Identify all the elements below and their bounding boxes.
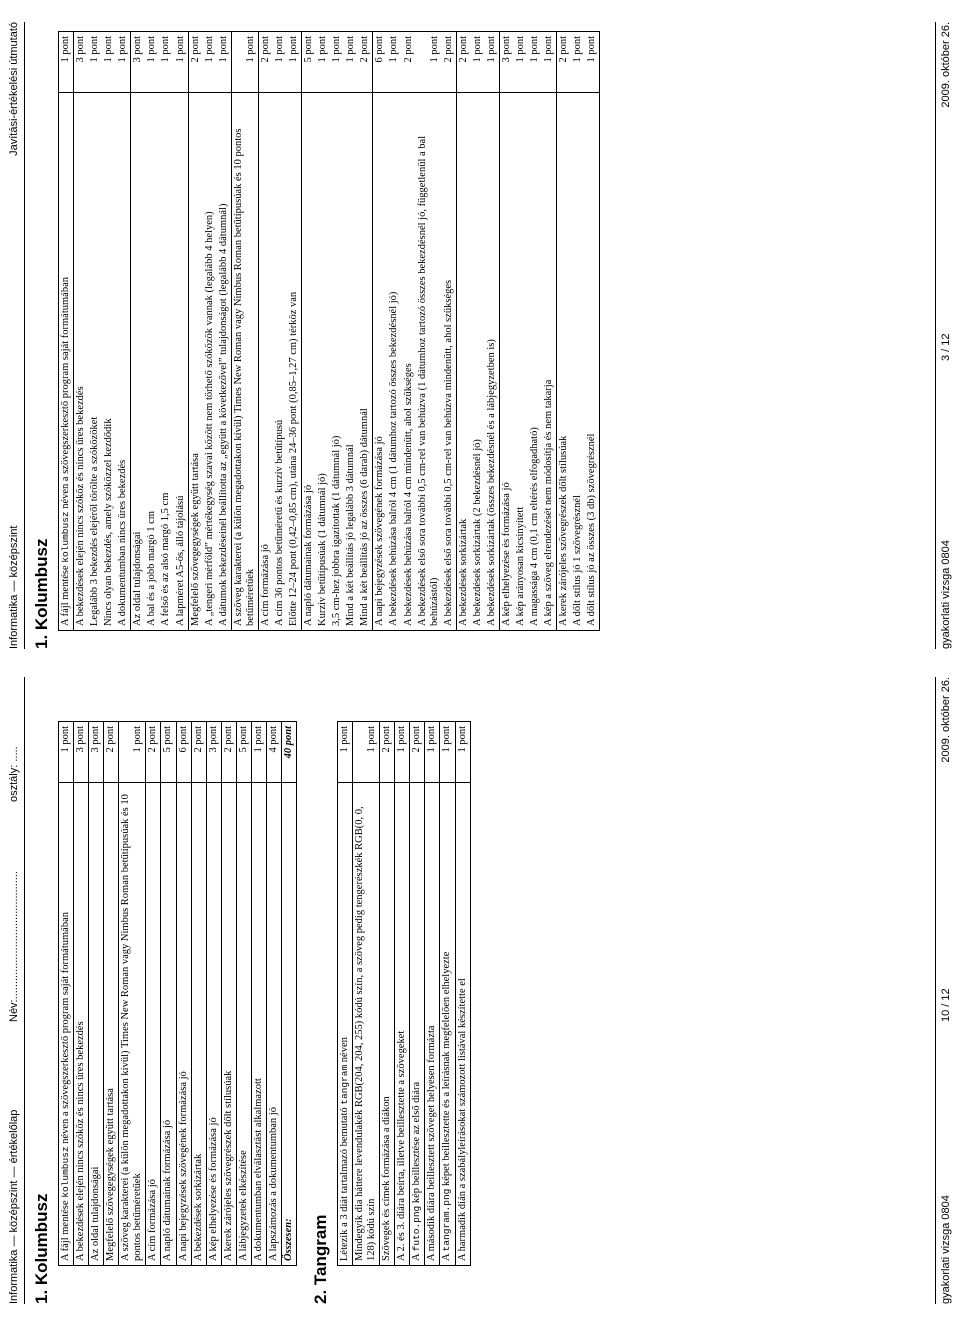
table-row [455, 722, 470, 1266]
points-cell: 1 pont [102, 32, 116, 93]
criterion-text: Mindegyik dia háttere levendulakék RGB(204, 204, 255) kódú szín, a szöveg pedig tengerészkék RGB(0, 0, 128) kódú szín [354, 806, 378, 1261]
criterion-cell [145, 93, 159, 631]
criterion-cell [74, 93, 89, 631]
points-cell: 1 pont [416, 32, 442, 93]
criterion-cell [542, 93, 557, 631]
points-cell: 2 pont [258, 32, 273, 93]
points-cell: 1 pont [353, 722, 380, 783]
footer-date: 2009. október 26. [940, 22, 952, 108]
tangram-score-table [337, 721, 471, 1266]
criterion-text: A bekezdések elején nincs szóköz és nincs üres bekezdés [75, 1021, 87, 1261]
criterion-cell [161, 783, 176, 1266]
criterion-text: Az oldal tulajdonságai [132, 531, 144, 626]
sub-criterion-row [442, 32, 457, 631]
footer-page-number: 10 / 12 [940, 988, 952, 1022]
points-cell: 2 pont [146, 722, 161, 783]
section-title: 1. Kolumbusz [32, 538, 51, 649]
criterion-text: képet beillesztette és a leírásnak megfelelően elhelyezte [441, 951, 453, 1189]
criterion-text: A dőlt stílus jó az összes (3 db) szövegrésznél [586, 433, 598, 626]
points-cell: 1 pont [485, 32, 500, 93]
points-cell: 1 pont [440, 722, 455, 783]
criterion-row [456, 32, 471, 631]
footer-rule [935, 22, 936, 649]
table-row [221, 722, 236, 1266]
criterion-text: A bekezdések elején nincs szóköz és nincs üres bekezdés [75, 386, 87, 626]
criterion-cell [217, 93, 232, 631]
table-row [119, 722, 146, 1266]
criterion-cell [88, 93, 102, 631]
table-row [380, 722, 395, 1266]
criterion-text: A fájl mentése [60, 562, 71, 626]
sub-criterion-row [287, 32, 302, 631]
points-cell: 5 pont [302, 32, 317, 93]
points-cell: 2 pont [456, 32, 471, 93]
points-cell: 3 pont [499, 32, 514, 93]
criterion-text: A „tengeri mérföld” mértékegység szavai között nem törhető szóközök vannak (legalább 4 helyen) [203, 211, 215, 626]
criterion-cell [159, 93, 173, 631]
sub-criterion-row [585, 32, 600, 631]
points-cell: 1 pont [571, 32, 585, 93]
criterion-cell [316, 93, 330, 631]
footer-rule [935, 677, 936, 1304]
criterion-text: Mind a két beállítás jó legalább 3 dátumnál [345, 444, 357, 626]
criterion-text: A napló dátumainak formázása jó [162, 1119, 174, 1261]
points-cell: 1 pont [471, 32, 485, 93]
points-cell: 5 pont [161, 722, 176, 783]
criterion-cell [455, 783, 470, 1266]
criterion-text: A dokumentumban elválasztást alkalmazott [252, 1078, 264, 1261]
criterion-text: néven a szövegszerkesztő program saját formátumában [60, 912, 71, 1147]
criterion-text: A kép a szöveg elrendezését nem módosítja és nem takarja [543, 379, 555, 626]
criterion-text: A fájl mentése [60, 1197, 71, 1261]
filename: futo.png [411, 1205, 423, 1252]
points-cell: 5 pont [236, 722, 251, 783]
section-title-2: 2. Tangram [311, 1214, 330, 1304]
criterion-cell [302, 93, 317, 631]
criterion-text: Nincs olyan bekezdés, amely szóközzel kezdődik [103, 418, 115, 626]
section-title: 1. Kolumbusz [32, 1193, 51, 1304]
points-cell: 2 pont [191, 722, 206, 783]
criterion-cell [387, 93, 401, 631]
points-cell: 1 pont [287, 32, 302, 93]
criterion-text: A bekezdések sorkizártak (összes bekezdésnél és a lábjegyzetben is) [485, 339, 497, 626]
table-row [206, 722, 221, 1266]
points-cell: 2 pont [188, 32, 203, 93]
points-cell: 2 pont [380, 722, 395, 783]
page-header-left: Informatika — középszint — értékelőlap [8, 1109, 20, 1304]
criterion-cell [104, 783, 119, 1266]
criterion-cell [353, 783, 380, 1266]
criterion-cell [258, 93, 273, 631]
table-row [176, 722, 191, 1266]
sub-criterion-row [217, 32, 232, 631]
criterion-cell [231, 93, 258, 631]
header-rule [24, 22, 25, 649]
criterion-row [131, 32, 146, 631]
table-row [161, 722, 176, 1266]
points-cell: 2 pont [358, 32, 373, 93]
points-cell: 4 pont [266, 722, 281, 783]
page-header-right: Javítási-értékelési útmutató [8, 22, 20, 156]
criterion-cell [174, 93, 189, 631]
points-cell: 1 pont [145, 32, 159, 93]
points-cell: 6 pont [373, 32, 388, 93]
sub-criterion-row [387, 32, 401, 631]
points-cell: 2 pont [442, 32, 457, 93]
criterion-text: A cím formázása jó [259, 544, 271, 626]
points-cell: 3 pont [131, 32, 146, 93]
criterion-text: A harmadik dián a szabályleírásokat számozott listával készítette el [456, 978, 468, 1261]
points-cell: 3 pont [89, 722, 104, 783]
table-row [146, 722, 161, 1266]
criterion-text: néven [339, 1037, 350, 1065]
criterion-text: Szövegek és címek formázása a diákon [381, 1096, 393, 1261]
points-cell: 1 pont [330, 32, 344, 93]
criterion-text: A bekezdések első sora további 0,5 cm-rel van behúzva (1 dátumhoz tartozó összes bekezdésnél jó, függetlenül a bal behúzástól) [416, 135, 440, 626]
criterion-cell [442, 93, 457, 631]
criterion-text: A szöveg karakterei (a külön megadottakon kívül) Times New Roman vagy Nimbus Roman betűtípusúak és 10 pontos betűméretűek [120, 794, 144, 1261]
criterion-cell [266, 783, 281, 1266]
points-cell: 1 pont [119, 722, 146, 783]
page-header-left: Informatika — középszint [8, 525, 20, 649]
points-cell: 3 pont [74, 32, 89, 93]
criterion-row [499, 32, 514, 631]
filename: kolumbusz [60, 1146, 71, 1198]
criterion-cell [59, 93, 74, 631]
points-cell: 1 pont [231, 32, 258, 93]
sub-criterion-row [514, 32, 528, 631]
criterion-cell [59, 783, 74, 1266]
criterion-text: A dokumentumban nincs üres bekezdés [117, 459, 129, 626]
criterion-cell [456, 93, 471, 631]
table-row [191, 722, 206, 1266]
criterion-text: A 2. és 3. diára beírta, illetve beillesztette a szövegeket [396, 1030, 408, 1261]
criterion-text: A bekezdések sorkizártak [457, 518, 469, 626]
points-cell: 1 pont [59, 32, 74, 93]
criterion-text: kép beillesztése az első diára [411, 1081, 423, 1206]
points-cell: 1 pont [174, 32, 189, 93]
criterion-text: A napló dátumainak formázása jó [303, 484, 315, 626]
criterion-cell [330, 93, 344, 631]
criterion-cell [585, 93, 600, 631]
total-label: Összesen: [281, 783, 296, 1266]
criterion-cell [528, 93, 542, 631]
points-cell: 1 pont [528, 32, 542, 93]
points-cell: 1 pont [514, 32, 528, 93]
sub-criterion-row [542, 32, 557, 631]
criterion-text: Legalább 3 bekezdés elejéről törölte a szóközöket [89, 416, 101, 626]
criterion-cell [188, 93, 203, 631]
points-cell: 1 pont [203, 32, 217, 93]
criterion-text: A magassága 4 cm (0,1 cm eltérés elfogadható) [529, 427, 541, 626]
criterion-cell [499, 93, 514, 631]
criterion-text: A bekezdések sorkizártak (2 bekezdésnél jó) [471, 439, 483, 626]
criterion-text: A kép elhelyezése és formázása jó [207, 1117, 219, 1261]
points-cell: 1 pont [585, 32, 600, 93]
left-content [32, 677, 471, 1304]
criterion-text: A kép arányosan kicsinyített [515, 506, 526, 626]
criterion-row [231, 32, 258, 631]
points-cell: 6 pont [176, 722, 191, 783]
criterion-cell [236, 783, 251, 1266]
criterion-cell [287, 93, 302, 631]
points-cell: 1 pont [344, 32, 358, 93]
points-cell: 2 pont [410, 722, 425, 783]
criterion-cell [146, 783, 161, 1266]
criterion-text: A bekezdések behúzása balról 4 cm (1 dátumhoz tartozó összes bekezdésnél jó) [388, 291, 400, 626]
criterion-cell [358, 93, 373, 631]
table-row [74, 722, 89, 1266]
sub-criterion-row [273, 32, 287, 631]
total-row [281, 722, 296, 1266]
points-cell: 1 pont [338, 722, 353, 783]
points-cell: 1 pont [455, 722, 470, 783]
criterion-cell [131, 93, 146, 631]
sub-criterion-row [88, 32, 102, 631]
criterion-text: A lábjegyzetek elkészítése [237, 1150, 249, 1261]
sub-criterion-row [102, 32, 116, 631]
criterion-text: A kerek zárójeles szövegrészek dőlt stílusúak [558, 435, 570, 626]
sub-criterion-row [116, 32, 131, 631]
criterion-cell [273, 93, 287, 631]
criterion-text: A dátumok bekezdéseinél beállította az „együtt a következővel” tulajdonságot (legalább 4 dátumnál) [217, 203, 229, 626]
criterion-cell [102, 93, 116, 631]
table-row [353, 722, 380, 1266]
page-header-name: Név:.......................................... [8, 871, 20, 1022]
points-cell: 2 pont [104, 722, 119, 783]
kolumbusz-score-table [58, 721, 297, 1266]
sub-criterion-row [203, 32, 217, 631]
criterion-cell [191, 783, 206, 1266]
table-row [440, 722, 455, 1266]
criterion-cell [557, 93, 572, 631]
criterion-text: Megfelelő szövegegységek együtt tartása [189, 453, 201, 626]
points-cell: 1 pont [273, 32, 287, 93]
criterion-text: A cím 36 pontos betűméretű és kurzív betűtípusú [273, 419, 285, 626]
table-row [338, 722, 353, 1266]
filename: tangram [339, 1064, 350, 1105]
sub-criterion-row [571, 32, 585, 631]
criterion-cell [221, 783, 236, 1266]
criterion-text: A második diára beillesztett szöveget helyesen formázta [426, 1025, 438, 1261]
sub-criterion-row [330, 32, 344, 631]
points-cell: 1 pont [387, 32, 401, 93]
sub-criterion-row [358, 32, 373, 631]
criterion-cell [373, 93, 388, 631]
table-row [59, 722, 74, 1266]
points-cell: 2 pont [221, 722, 236, 783]
points-cell: 1 pont [116, 32, 131, 93]
criterion-text: Előtte 12–24 pont (0,42–0,85 cm), utána 24–36 pont (0,85–1,27 cm) térköz van [288, 291, 299, 626]
criterion-text: A felső és az alsó margó 1,5 cm [160, 492, 172, 626]
footer-left: gyakorlati vizsga 0804 [940, 540, 952, 649]
total-points: 40 pont [281, 722, 296, 783]
points-cell: 1 pont [425, 722, 440, 783]
criterion-row [74, 32, 89, 631]
footer-left: gyakorlati vizsga 0804 [940, 1195, 952, 1304]
sub-criterion-row [528, 32, 542, 631]
table-row [236, 722, 251, 1266]
footer-date: 2009. október 26. [940, 677, 952, 763]
criterion-cell [485, 93, 500, 631]
points-cell: 1 pont [217, 32, 232, 93]
criterion-cell [440, 783, 455, 1266]
criterion-row [188, 32, 203, 631]
sub-criterion-row [145, 32, 159, 631]
criterion-cell [571, 93, 585, 631]
points-cell: 1 pont [88, 32, 102, 93]
sub-criterion-row [344, 32, 358, 631]
criterion-text: A lapméret A5-ös, álló tájolású [174, 495, 186, 626]
points-cell: 1 pont [159, 32, 173, 93]
criterion-row [59, 32, 74, 631]
criterion-cell [514, 93, 528, 631]
criterion-cell [74, 783, 89, 1266]
criterion-text: A dőlt stílus jó 1 szövegrésznél [572, 495, 584, 626]
criterion-text: Kurzív betűtípusúak (1 dátumnál jó) [317, 473, 329, 626]
criterion-cell [206, 783, 221, 1266]
criterion-cell [395, 783, 410, 1266]
criterion-text: Létezik a 3 diát tartalmazó bemutató [339, 1104, 350, 1261]
criterion-cell [416, 93, 442, 631]
criterion-cell [410, 783, 425, 1266]
points-cell: 1 pont [395, 722, 410, 783]
criterion-cell [176, 783, 191, 1266]
criterion-cell [425, 783, 440, 1266]
criterion-row [302, 32, 317, 631]
points-cell: 1 pont [251, 722, 266, 783]
page-header-class: osztály: ..... [8, 746, 20, 802]
table-row [89, 722, 104, 1266]
sub-criterion-row [416, 32, 442, 631]
criterion-text: A bekezdések behúzása balról 4 cm mindenütt, ahol szükséges [402, 363, 414, 626]
table-row [410, 722, 425, 1266]
sub-criterion-row [159, 32, 173, 631]
criterion-text: A bekezdések első sora további 0,5 cm-rel van behúzva mindenütt, ahol szükséges [442, 279, 454, 626]
evaluation-sheet-page [0, 661, 960, 1322]
criterion-text: A szöveg karakterei (a külön megadottakon kívül) Times New Roman vagy Nimbus Roman betűtípusúak és 10 pontos betűméretűek [232, 128, 256, 626]
criterion-row [373, 32, 388, 631]
criterion-text: A bekezdések sorkizártak [192, 1153, 204, 1261]
sub-criterion-row [316, 32, 330, 631]
criterion-text: Az oldal tulajdonságai [90, 1166, 102, 1261]
criterion-text: A kerek zárójeles szövegrészek dőlt stílusúak [222, 1070, 234, 1261]
criterion-text: A napi bejegyzések szövegének formázása jó [177, 1071, 189, 1261]
criterion-text: néven a szövegszerkesztő program saját formátumában [60, 277, 71, 512]
points-cell: 3 pont [206, 722, 221, 783]
criterion-cell [119, 783, 146, 1266]
sub-criterion-row [471, 32, 485, 631]
criterion-text: A [411, 1251, 423, 1261]
points-cell: 1 pont [316, 32, 330, 93]
points-cell: 1 pont [59, 722, 74, 783]
sub-criterion-row [402, 32, 416, 631]
sub-criterion-row [485, 32, 500, 631]
criterion-text: A kép elhelyezése és formázása jó [500, 482, 512, 626]
criterion-cell [203, 93, 217, 631]
filename: kolumbusz [60, 511, 71, 563]
criterion-text: A [441, 1251, 453, 1261]
criterion-cell [116, 93, 131, 631]
table-row [251, 722, 266, 1266]
criterion-text: 3,5 cm-hez jobbra igazítottak (1 dátumnál jó) [331, 435, 343, 626]
criterion-text: A napi bejegyzések szövegének formázása jó [374, 436, 386, 626]
points-cell: 3 pont [74, 722, 89, 783]
criterion-text: A cím formázása jó [147, 1179, 159, 1261]
table-row [425, 722, 440, 1266]
criterion-text: A bal és a jobb margó 1 cm [146, 511, 158, 626]
criterion-cell [338, 783, 353, 1266]
footer-page-number: 3 / 12 [940, 333, 952, 361]
criterion-cell [402, 93, 416, 631]
filename: tangram.png [441, 1188, 453, 1252]
table-row [104, 722, 119, 1266]
criterion-cell [251, 783, 266, 1266]
points-cell: 2 pont [557, 32, 572, 93]
points-cell: 1 pont [542, 32, 557, 93]
criterion-text: Megfelelő szövegegységek együtt tartása [105, 1088, 117, 1261]
right-content [32, 22, 600, 649]
criterion-text: A lapszámozás a dokumentumban jó [267, 1107, 279, 1261]
criterion-cell [344, 93, 358, 631]
header-rule [24, 677, 25, 1304]
sub-criterion-row [174, 32, 189, 631]
table-row [395, 722, 410, 1266]
criterion-cell [471, 93, 485, 631]
criterion-text: Mind a két beállítás jó az összes (6 darab) dátumnál [359, 408, 371, 626]
criterion-row [557, 32, 572, 631]
points-cell: 2 pont [402, 32, 416, 93]
table-row [266, 722, 281, 1266]
criterion-cell [380, 783, 395, 1266]
criterion-cell [89, 783, 104, 1266]
kolumbusz-answer-key-table [58, 31, 600, 631]
criterion-row [258, 32, 273, 631]
